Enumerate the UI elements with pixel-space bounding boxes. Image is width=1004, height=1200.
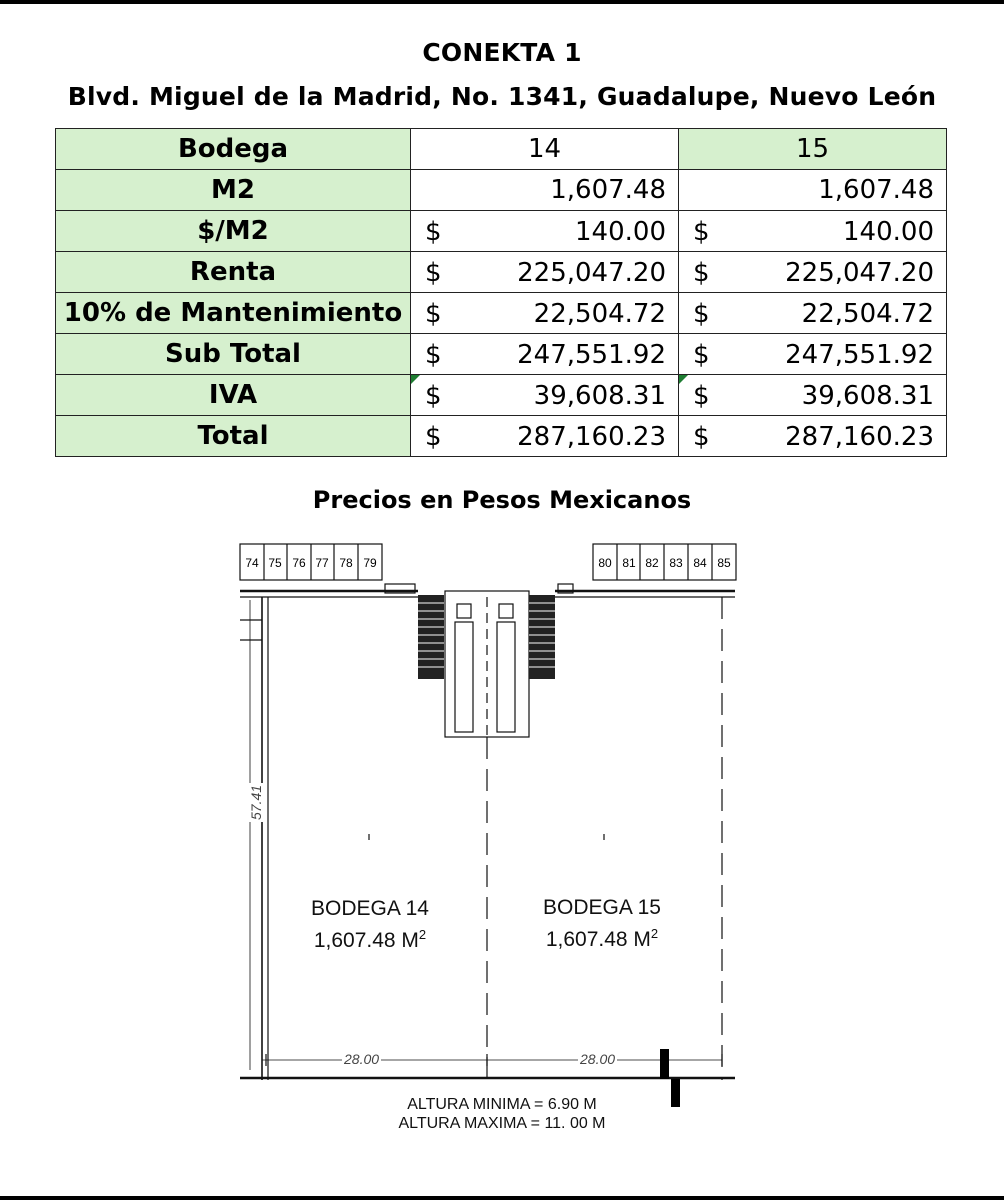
parking-number: 85 xyxy=(717,556,731,570)
currency-caption: Precios en Pesos Mexicanos xyxy=(312,486,692,514)
row-label: 10% de Mantenimiento xyxy=(56,293,411,334)
page-title: CONEKTA 1 xyxy=(422,38,582,67)
amount: 39,608.31 xyxy=(801,381,934,411)
parking-number: 74 xyxy=(245,556,259,570)
amount: 287,160.23 xyxy=(785,422,934,452)
column-mark xyxy=(671,1079,680,1107)
amount: 225,047.20 xyxy=(785,258,934,288)
value-cell: 1,607.48 xyxy=(411,170,679,211)
parking-number: 83 xyxy=(669,556,683,570)
row-label: $/M2 xyxy=(56,211,411,252)
column-header-15: 15 xyxy=(679,129,947,170)
currency-symbol: $ xyxy=(425,340,442,370)
amount: 22,504.72 xyxy=(533,299,666,329)
parking-number: 82 xyxy=(645,556,659,570)
currency-symbol: $ xyxy=(425,258,442,288)
header-label: Bodega xyxy=(56,129,411,170)
parking-number: 84 xyxy=(693,556,707,570)
amount: 287,160.23 xyxy=(517,422,666,452)
row-label: Total xyxy=(56,416,411,457)
parking-number: 75 xyxy=(268,556,282,570)
depth-dimension: 57.41 xyxy=(248,784,264,820)
currency-symbol: $ xyxy=(425,422,442,452)
parking-number: 76 xyxy=(292,556,306,570)
row-label: M2 xyxy=(56,170,411,211)
parking-number: 80 xyxy=(598,556,612,570)
parking-number: 81 xyxy=(622,556,636,570)
ramp-right xyxy=(529,595,555,679)
altura-maxima: ALTURA MAXIMA = 11. 00 M xyxy=(398,1115,606,1132)
bodega-14-label xyxy=(280,896,460,954)
width-dimension-left: 28.00 xyxy=(344,1051,380,1067)
amount: 22,504.72 xyxy=(801,299,934,329)
row-label: Sub Total xyxy=(56,334,411,375)
bodega-14-area: 1,607.48 $M^2$ xyxy=(313,927,427,952)
currency-symbol: $ xyxy=(693,340,710,370)
row-label: IVA xyxy=(56,375,411,416)
amount: 39,608.31 xyxy=(533,381,666,411)
parking-number: 79 xyxy=(363,556,377,570)
currency-symbol: $ xyxy=(425,217,442,247)
currency-symbol: $ xyxy=(693,299,710,329)
currency-symbol: $ xyxy=(425,381,442,411)
ramp-left xyxy=(418,595,444,679)
width-dimension-right: 28.00 xyxy=(580,1051,616,1067)
row-label: Renta xyxy=(56,252,411,293)
currency-symbol: $ xyxy=(693,422,710,452)
parking-number: 78 xyxy=(339,556,353,570)
value-cell: 1,607.48 xyxy=(679,170,947,211)
amount: 140.00 xyxy=(575,217,666,247)
bodega-15-label xyxy=(512,895,692,953)
parking-number: 77 xyxy=(315,556,329,570)
bodega-14-name: BODEGA 14 xyxy=(311,897,429,920)
currency-symbol: $ xyxy=(425,299,442,329)
column-mark xyxy=(660,1049,669,1079)
currency-symbol: $ xyxy=(693,258,710,288)
bodega-15-name: BODEGA 15 xyxy=(543,896,661,919)
amount: 247,551.92 xyxy=(785,340,934,370)
amount: 225,047.20 xyxy=(517,258,666,288)
amount: 247,551.92 xyxy=(517,340,666,370)
bodega-15-area: 1,607.48 $M^2$ xyxy=(545,926,659,951)
address-subtitle: Blvd. Miguel de la Madrid, No. 1341, Guadalupe, Nuevo León xyxy=(67,82,937,111)
altura-minima: ALTURA MINIMA = 6.90 M xyxy=(407,1096,597,1113)
amount: 140.00 xyxy=(843,217,934,247)
currency-symbol: $ xyxy=(693,217,710,247)
currency-symbol: $ xyxy=(693,381,710,411)
column-header-14: 14 xyxy=(411,129,679,170)
